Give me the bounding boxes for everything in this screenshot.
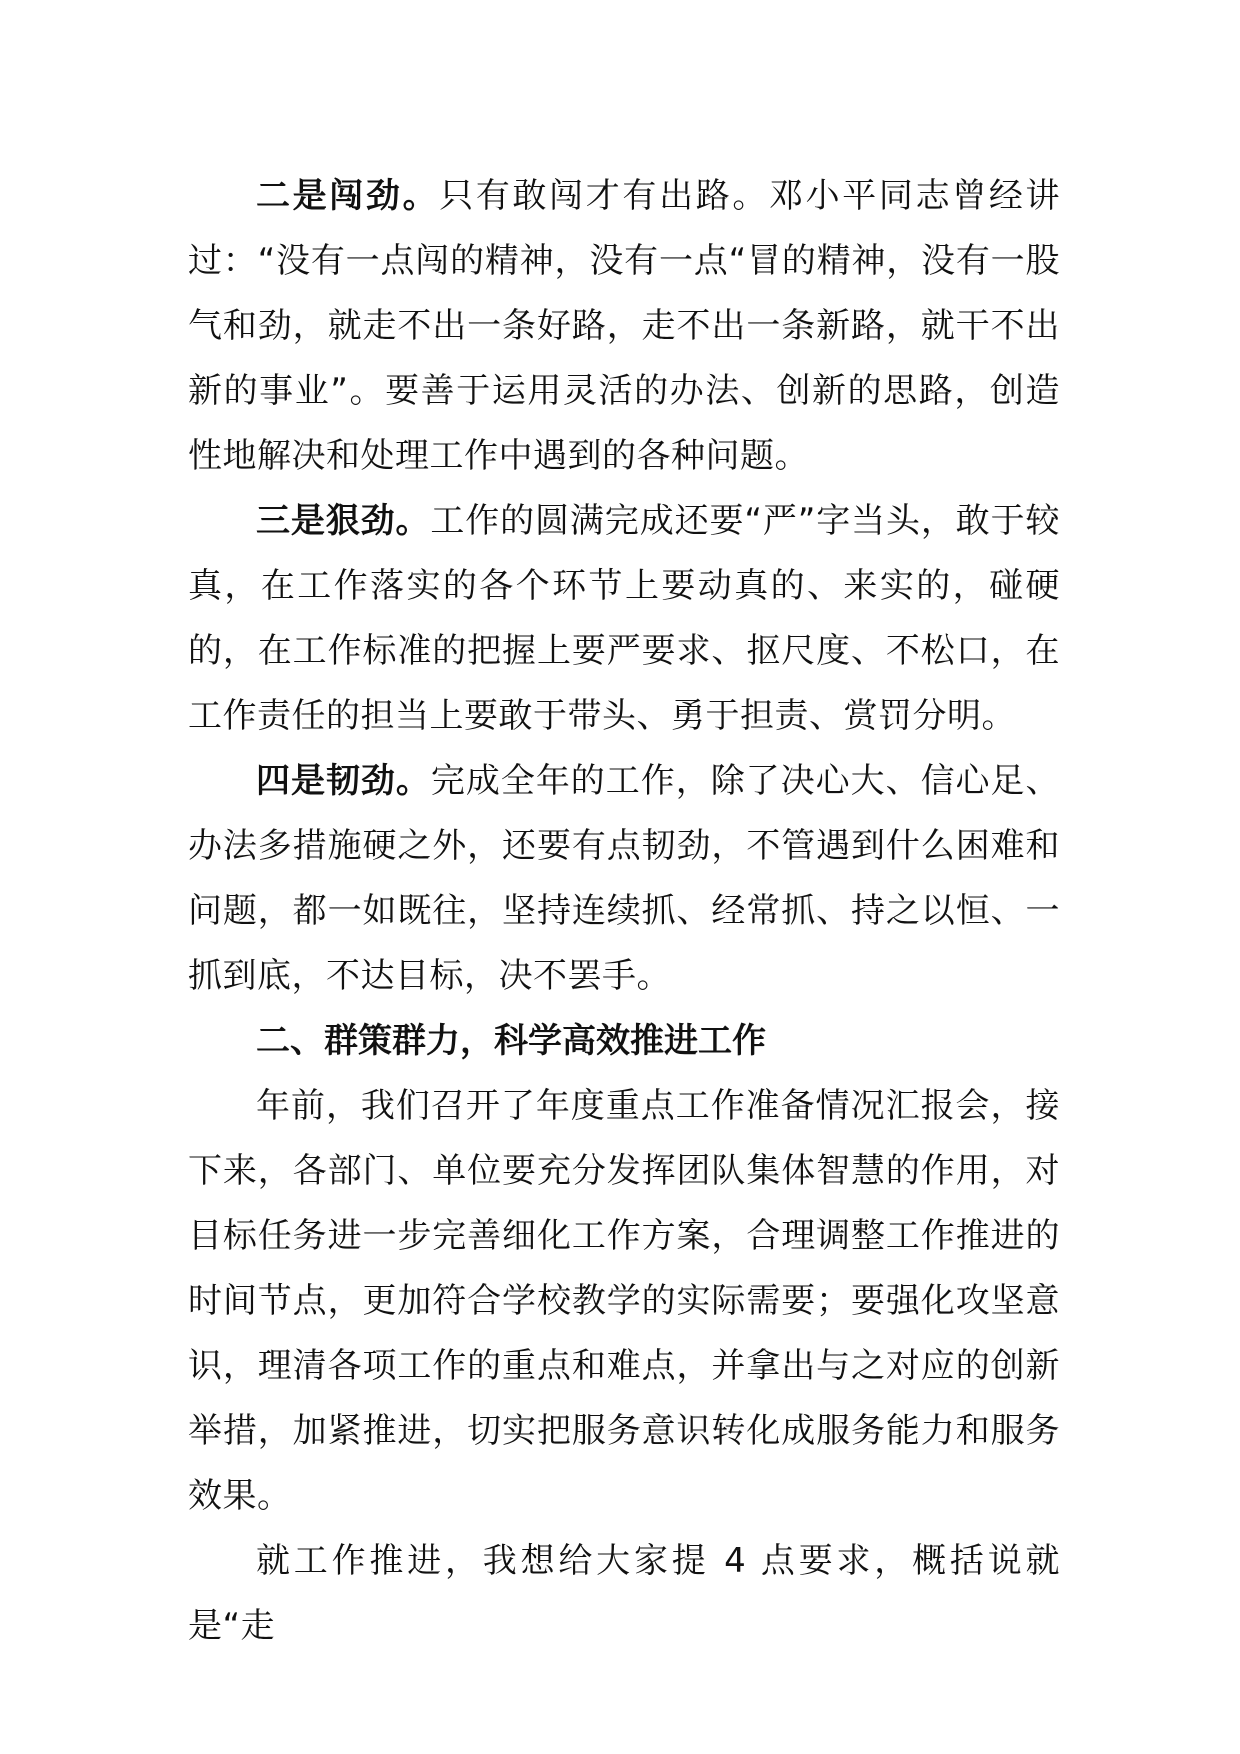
paragraph-lead: 二是闯劲。: [256, 176, 440, 216]
document-page: [188, 164, 1060, 1659]
body-paragraph: 年前，我们召开了年度重点工作准备情况汇报会，接下来，各部门、单位要充分发挥团队集体智慧的作用，对目标任务进一步完善细化工作方案，合理调整工作推进的时间节点，更加符合学校教学的实际需要；要强化攻坚意识，理清各项工作的重点和难点，并拿出与之对应的创新举措，加紧推进，切实把服务意识转化成服务能力和服务效果。: [188, 1086, 1060, 1516]
paragraph-lead: 三是狠劲。: [256, 501, 431, 541]
paragraph-chuangjin: [188, 164, 1060, 489]
paragraph-text: 完成全年的工作，除了决心大、信心足、办法多措施硬之外，还要有点韧劲，不管遇到什么困难和问题，都一如既往，坚持连续抓、经常抓、持之以恒、一抓到底，不达目标，决不罢手。: [188, 761, 1061, 996]
section-heading: 二、群策群力，科学高效推进工作: [256, 1021, 766, 1061]
paragraph-henjin: [188, 489, 1060, 749]
paragraph-text: 工作的圆满完成还要“严”字当头，敢于较真，在工作落实的各个环节上要动真的、来实的，碰硬的，在工作标准的把握上要严要求、抠尺度、不松口，在工作责任的担当上要敢于带头、勇于担责、赏罚分明。: [188, 501, 1060, 736]
paragraph-renjin: [188, 749, 1060, 1009]
paragraph-text: 只有敢闯才有出路。邓小平同志曾经讲过：“没有一点闯的精神，没有一点“冒的精神，没有一股气和劲，就走不出一条好路，走不出一条新路，就干不出新的事业”。要善于运用灵活的办法、创新的思路，创造性地解决和处理工作中遇到的各种问题。: [188, 176, 1061, 476]
paragraph-lead: 四是韧劲。: [256, 761, 431, 801]
body-paragraph: 就工作推进，我想给大家提 4 点要求，概括说就是“走: [188, 1541, 1060, 1646]
